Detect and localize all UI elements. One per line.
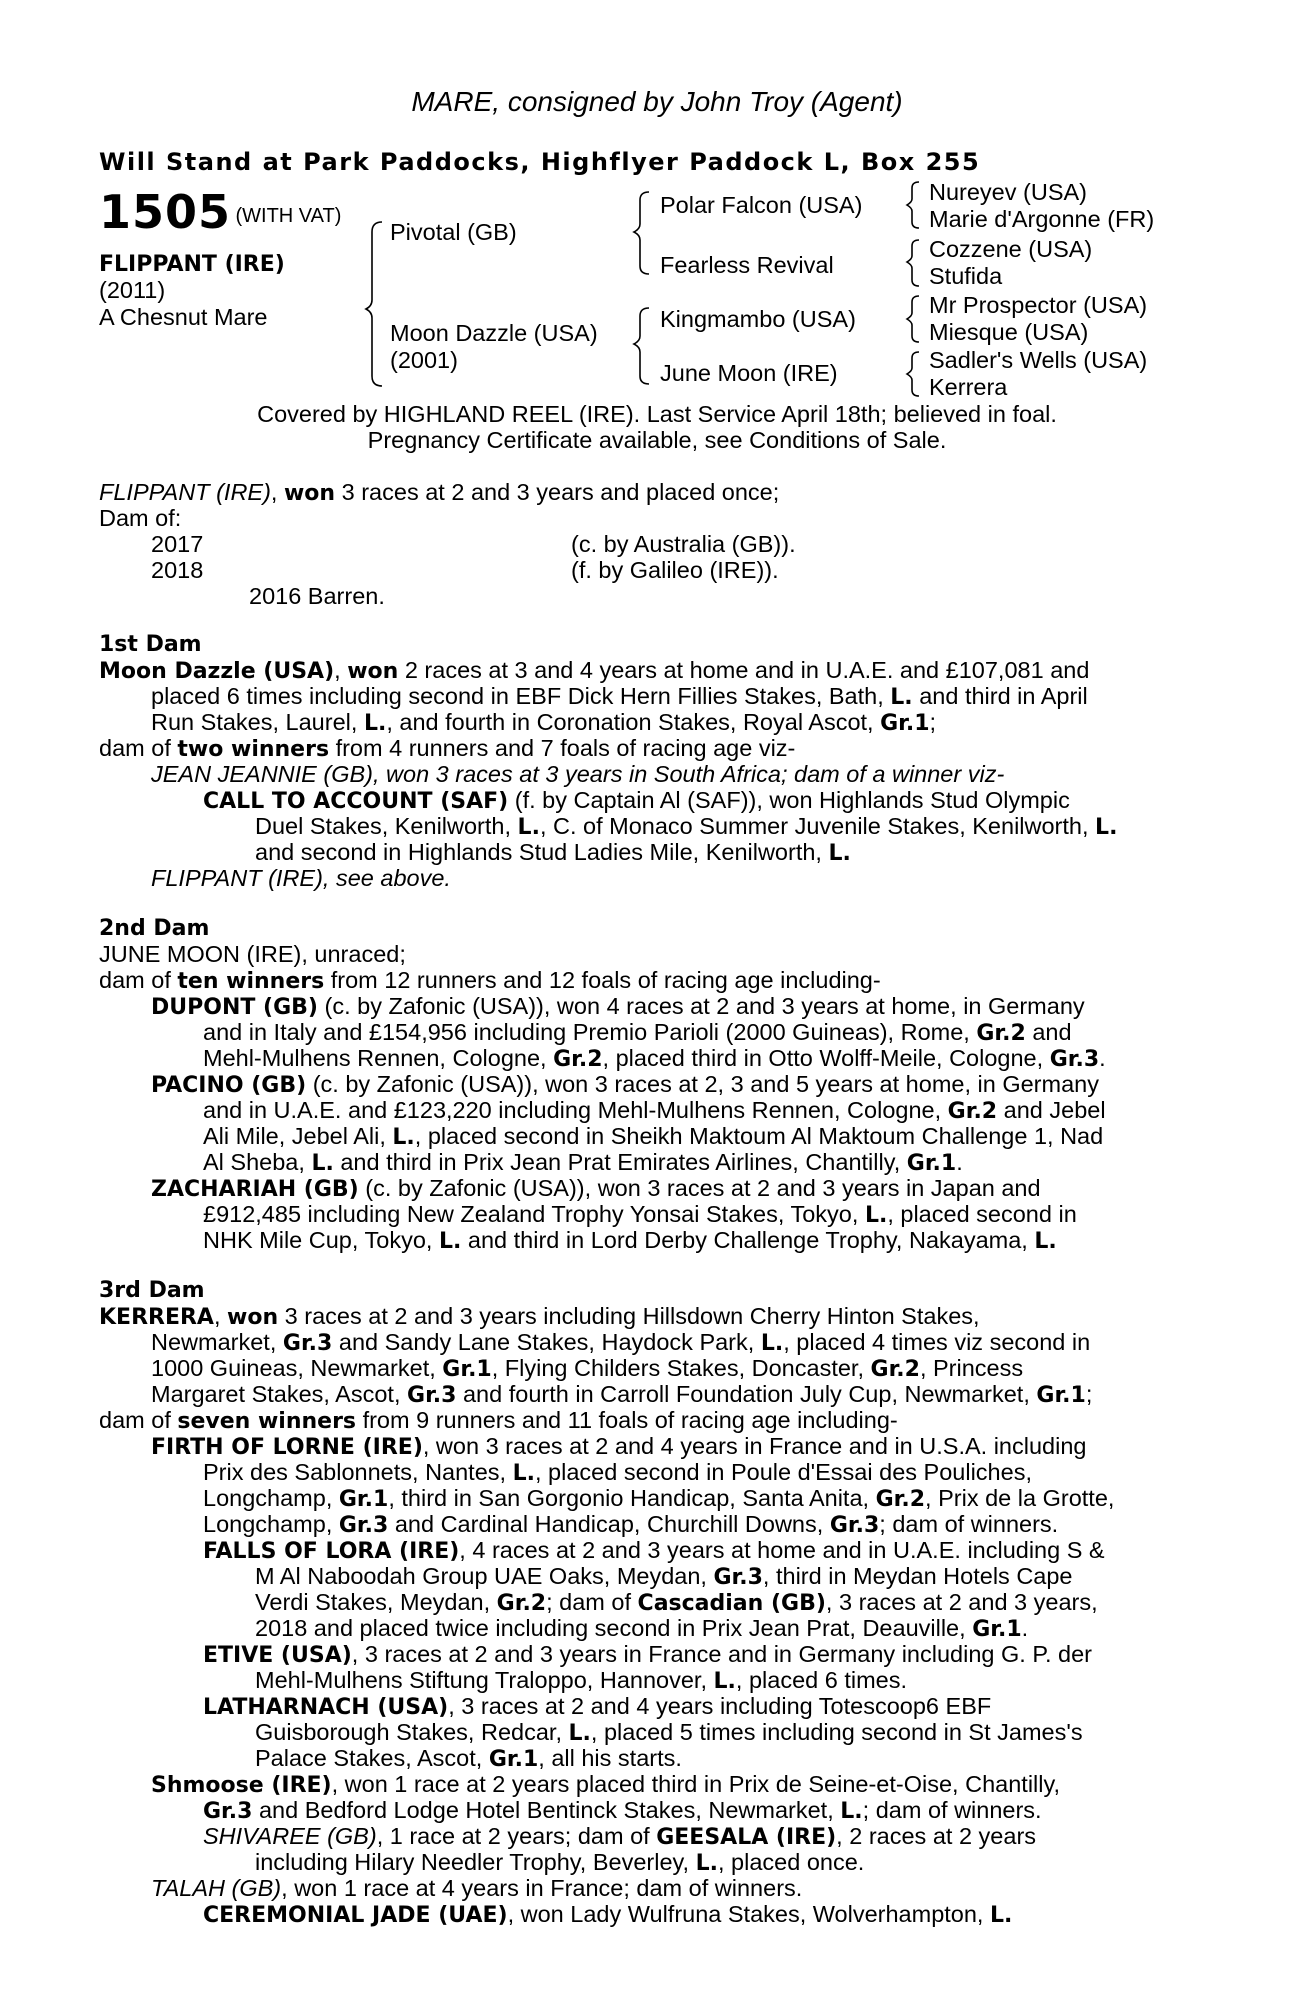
text-segment: Mehl-Mulhens Stiftung Traloppo, Hannover, [255,1667,707,1693]
page-title: MARE, consigned by John Troy (Agent) [411,86,903,117]
first-dam-line-3 [151,710,936,737]
winners-count: two winners [177,737,330,762]
dupont-line-1 [151,994,1085,1021]
stable-location: Will Stand at Park Paddocks, Highflyer Paddock L, Box 255 [99,148,981,176]
produce-intro: FLIPPANT (IRE), won 3 races at 2 and 3 years and placed once; [99,479,780,506]
listed-marker: L. [695,1851,718,1876]
zachariah-line-3 [203,1228,1057,1255]
text-segment: , placed second in [887,1201,1077,1227]
text-segment: Duel Stakes, Kenilworth, [255,813,512,839]
horse-name-italic: SHIVAREE (GB) [203,1823,377,1849]
text-segment: and Cardinal Handicap, Churchill Downs, [394,1511,824,1537]
vat-note: (WITH VAT) [235,205,342,227]
text-segment: Longchamp, [203,1485,333,1511]
covered-line-1: Covered by HIGHLAND REEL (IRE). Last Service April 18th; believed in foal. [257,401,1057,427]
pedigree-dam: Moon Dazzle (USA) [390,320,598,346]
text-segment: and Bedford Lodge Hotel Bentinck Stakes, Newmarket, [258,1797,834,1823]
listed-marker: L. [392,1125,415,1150]
listed-marker: L. [517,815,540,840]
group-marker: Gr.1 [442,1357,492,1382]
text-segment: ; dam of [546,1589,632,1615]
horse-name-bold: CALL TO ACCOUNT (SAF) [203,789,509,814]
second-dam-line-2 [99,968,881,995]
listed-marker: L. [890,685,913,710]
latharnach-line-2 [255,1720,1083,1747]
falls-line-4 [255,1616,1028,1643]
text-segment: and second in Highlands Stud Ladies Mile, Kenilworth, [255,839,822,865]
produce-detail-2018: (f. by Galileo (IRE)). [571,557,779,583]
text-segment: and Sandy Lane Stakes, Haydock Park, [338,1329,755,1355]
listed-marker: L. [512,1461,535,1486]
listed-marker: L. [311,1151,334,1176]
text-segment: , Princess [919,1355,1024,1381]
text-segment: M Al Naboodah Group UAE Oaks, Meydan, [255,1563,707,1589]
text-segment: dam of [99,735,171,761]
produce-name: FLIPPANT (IRE) [99,479,271,505]
text-segment: , placed third in Otto Wolff-Meile, Cologne, [602,1045,1044,1071]
horse-name-bold: CEREMONIAL JADE (UAE) [203,1903,508,1928]
listed-marker: L. [713,1669,736,1694]
listed-marker: L. [828,841,851,866]
second-dam-heading: 2nd Dam [99,916,210,941]
falls-line-3 [255,1590,1098,1617]
falls-line-1 [203,1538,1105,1565]
listed-marker: L. [363,711,387,736]
kerrera-line-2 [151,1330,1090,1357]
dam-of-label: Dam of: [99,505,182,531]
text-segment: (f. by Captain Al (SAF)), won Highlands Stud Olympic [514,787,1070,813]
text-segment: from 12 runners and 12 foals of racing age including- [330,967,881,993]
group-marker: Gr.1 [488,1747,539,1772]
text-segment: . [956,1149,963,1175]
group-marker: Gr.2 [496,1591,547,1616]
winners-count: seven winners [177,1409,357,1434]
latharnach-line-3 [255,1746,682,1773]
text-segment: ; [929,709,937,735]
text-segment: Newmarket, [151,1329,277,1355]
pedigree-sire-sire: Polar Falcon (USA) [660,192,863,218]
pedigree-sire-dam: Fearless Revival [660,252,834,278]
text-segment: and Jebel [1003,1097,1106,1123]
listed-marker: L. [438,1229,462,1254]
pedigree-dd-dam: Kerrera [929,374,1008,400]
text-segment: , and fourth in Coronation Stakes, Royal Ascot, [386,709,874,735]
group-marker: Gr.3 [282,1331,333,1356]
pedigree-dam-year: (2001) [390,347,458,373]
first-dam-line-5: JEAN JEANNIE (GB), won 3 races at 3 years in South Africa; dam of a winner viz- [151,761,1005,787]
ceremonial-jade-line [203,1902,1012,1929]
kerrera-line-5 [99,1408,898,1435]
horse-year: (2011) [99,277,166,303]
group-marker: Gr.2 [870,1357,920,1382]
shmoose-line-2 [203,1798,1042,1825]
text-segment: Mehl-Mulhens Rennen, Cologne, [203,1045,547,1071]
produce-won: won [283,481,336,506]
pacino-line-4 [203,1150,963,1177]
listed-marker: L. [840,1799,863,1824]
pedigree-sd-sire: Cozzene (USA) [929,236,1093,262]
first-dam-line-6 [203,788,1070,815]
second-dam-line-1: JUNE MOON (IRE), unraced; [99,941,406,967]
pacino-line-2 [203,1098,1106,1125]
group-marker: Gr.1 [880,711,930,736]
group-marker: Gr.1 [338,1487,389,1512]
third-dam-heading: 3rd Dam [99,1278,205,1303]
etive-line-2 [255,1668,907,1695]
pedigree-ss-dam: Marie d'Argonne (FR) [929,206,1155,232]
text-segment: placed 6 times including second in EBF Dick Hern Fillies Stakes, Bath, [151,683,884,709]
firth-line-2 [203,1460,1032,1487]
group-marker: Gr.2 [553,1047,603,1072]
shmoose-line-1 [151,1772,1060,1799]
text-segment: , won 3 races at 2 and 4 years in France and in U.S.A. including [422,1433,1087,1459]
text-segment: , Flying Childers Stakes, Doncaster, [491,1355,864,1381]
group-marker: Gr.2 [875,1487,926,1512]
text-segment: 3 races at 2 and 3 years including Hillsdown Cherry Hinton Stakes, [284,1303,980,1329]
text-segment: Margaret Stakes, Ascot, [151,1381,401,1407]
won-label: won [227,1305,279,1330]
text-segment: Palace Stakes, Ascot, [255,1745,483,1771]
horse-name: FLIPPANT (IRE) [99,252,285,277]
text-segment: Verdi Stakes, Meydan, [255,1589,491,1615]
first-dam-line-2 [151,684,1088,711]
text-segment: , 3 races at 2 and 3 years in France and in Germany including G. P. der [351,1641,1092,1667]
text-segment: £912,485 including New Zealand Trophy Yonsai Stakes, Tokyo, [203,1201,859,1227]
text-segment: , C. of Monaco Summer Juvenile Stakes, Kenilworth, [539,813,1089,839]
text-segment: , placed once. [718,1849,865,1875]
pedigree-ds-dam: Miesque (USA) [929,319,1089,345]
horse-name-bold: FALLS OF LORA (IRE) [203,1539,460,1564]
horse-name-bold: ETIVE (USA) [203,1643,352,1668]
horse-name-bold: DUPONT (GB) [151,995,318,1020]
shivaree-line-1 [203,1824,1036,1851]
first-dam-line-4 [99,736,795,763]
text-segment: and third in April [919,683,1088,709]
text-segment: , placed 5 times including second in St James's [590,1719,1083,1745]
winners-count: ten winners [177,969,325,994]
text-segment: , won 1 race at 4 years in France; dam of winners. [281,1875,803,1901]
horse-name-bold: FIRTH OF LORNE (IRE) [151,1435,423,1460]
text-segment: (c. by Zafonic (USA)), won 4 races at 2 and 3 years at home, in Germany [324,993,1085,1019]
zachariah-line-2 [203,1202,1077,1229]
listed-marker: L. [1034,1229,1057,1254]
horse-name-bold: Cascadian (GB) [637,1591,826,1616]
text-segment: and in Italy and £154,956 including Premio Parioli (2000 Guineas), Rome, [203,1019,970,1045]
pacino-line-1 [151,1072,1099,1099]
group-marker: Gr.3 [1049,1047,1100,1072]
text-segment: , Prix de la Grotte, [925,1485,1115,1511]
text-segment: , placed second in Sheikh Maktoum Al Maktoum Challenge 1, Nad [414,1123,1104,1149]
horse-name-bold: GEESALA (IRE) [656,1825,837,1850]
first-dam-name: Moon Dazzle (USA) [99,659,335,684]
firth-line-1 [151,1434,1086,1461]
text-segment: , third in Meydan Hotels Cape [762,1563,1073,1589]
produce-record: 3 races at 2 and 3 years and placed once; [341,479,780,505]
dupont-line-3 [203,1046,1106,1073]
text-segment: including Hilary Needler Trophy, Beverley, [255,1849,690,1875]
listed-marker: L. [864,1203,888,1228]
text-segment: Guisborough Stakes, Redcar, [255,1719,562,1745]
first-dam-heading: 1st Dam [99,632,202,657]
text-segment: , placed second in Poule d'Essai des Pouliches, [534,1459,1032,1485]
pedigree-sire: Pivotal (GB) [390,219,517,245]
text-segment: and third in Prix Jean Prat Emirates Airlines, Chantilly, [340,1149,901,1175]
etive-line-1 [203,1642,1092,1669]
group-marker: Gr.1 [906,1151,957,1176]
pacino-line-3 [203,1124,1103,1151]
group-marker: Gr.3 [203,1799,253,1824]
pedigree-dam-dam: June Moon (IRE) [660,360,838,386]
lot-number: 1505 [99,185,232,239]
latharnach-line-1 [203,1694,991,1721]
first-dam-won: won [347,659,399,684]
group-marker: Gr.3 [338,1513,389,1538]
text-segment: 1000 Guineas, Newmarket, [151,1355,436,1381]
group-marker: Gr.2 [947,1099,998,1124]
text-segment: , all his starts. [538,1745,682,1771]
listed-marker: L. [1095,815,1118,840]
produce-year-2018: 2018 [151,557,204,583]
text-segment: from 4 runners and 7 foals of racing age viz- [335,735,796,761]
text-segment: and in U.A.E. and £123,220 including Mehl-Mulhens Rennen, Cologne, [203,1097,942,1123]
kerrera-line-4 [151,1382,1092,1409]
listed-marker: L. [990,1903,1013,1928]
pedigree-sd-dam: Stufida [929,263,1003,289]
first-dam-line-7 [255,814,1117,841]
text-segment: , 3 races at 2 and 4 years including Totescoop6 EBF [448,1693,992,1719]
first-dam-line-9: FLIPPANT (IRE), see above. [151,865,451,891]
text-segment: , 4 races at 2 and 3 years at home and in U.A.E. including S & [459,1537,1105,1563]
text-segment: , third in San Gorgonio Handicap, Santa Anita, [388,1485,870,1511]
text-segment: , 2 races at 2 years [836,1823,1037,1849]
horse-name-bold: PACINO (GB) [151,1073,307,1098]
falls-line-2 [255,1564,1073,1591]
text-segment: . [1021,1615,1029,1641]
pedigree-ss-sire: Nureyev (USA) [929,179,1088,205]
text-segment: Al Sheba, [203,1149,305,1175]
text-segment: , [213,1303,228,1329]
text-segment: dam of [99,967,171,993]
pedigree-dd-sire: Sadler's Wells (USA) [929,347,1148,373]
talah-line [151,1876,802,1902]
kerrera-line-1 [99,1304,980,1331]
first-dam-line-1: Moon Dazzle (USA), won 2 races at 3 and 4 years at home and in U.A.E. and £107,081 and [99,657,1090,684]
zachariah-line-1 [151,1176,1041,1203]
horse-name-italic: TALAH (GB) [151,1875,282,1901]
horse-description: A Chesnut Mare [99,304,268,330]
first-dam-line-8 [255,840,851,867]
first-dam-record: 2 races at 3 and 4 years at home and in U.A.E. and £107,081 and [404,657,1090,683]
pedigree-dam-sire: Kingmambo (USA) [660,306,856,332]
text-segment: , placed 4 times viz second in [783,1329,1091,1355]
text-segment: and [1032,1019,1072,1045]
listed-marker: L. [568,1721,591,1746]
text-segment: 2018 and placed twice including second in Prix Jean Prat, Deauville, [255,1615,966,1641]
group-marker: Gr.2 [976,1021,1026,1046]
listed-marker: L. [760,1331,784,1356]
horse-name-bold: ZACHARIAH (GB) [151,1177,359,1202]
firth-line-4 [203,1512,1058,1539]
text-segment: , placed 6 times. [735,1667,908,1693]
text-segment: Longchamp, [203,1511,333,1537]
horse-name-bold: Shmoose (IRE) [151,1773,332,1798]
text-segment: ; dam of winners. [879,1511,1059,1537]
text-segment: (c. by Zafonic (USA)), won 3 races at 2 and 3 years in Japan and [365,1175,1041,1201]
produce-detail-2017: (c. by Australia (GB)). [571,531,796,557]
horse-name-bold: LATHARNACH (USA) [203,1695,449,1720]
text-segment: , won Lady Wulfruna Stakes, Wolverhampton, [507,1901,984,1927]
group-marker: Gr.3 [713,1565,763,1590]
produce-barren: 2016 Barren. [249,583,385,609]
text-segment: Run Stakes, Laurel, [151,709,358,735]
group-marker: Gr.3 [407,1383,457,1408]
covered-line-2: Pregnancy Certificate available, see Conditions of Sale. [367,427,947,453]
text-segment: dam of [99,1407,171,1433]
text-segment: (c. by Zafonic (USA)), won 3 races at 2, 3 and 5 years at home, in Germany [312,1071,1099,1097]
horse-name-bold: KERRERA [99,1305,214,1330]
firth-line-3 [203,1486,1114,1513]
text-segment: NHK Mile Cup, Tokyo, [203,1227,433,1253]
text-segment: Prix des Sablonnets, Nantes, [203,1459,507,1485]
group-marker: Gr.3 [829,1513,880,1538]
produce-year-2017: 2017 [151,531,204,557]
pedigree-ds-sire: Mr Prospector (USA) [929,292,1148,318]
text-segment: and third in Lord Derby Challenge Trophy, Nakayama, [467,1227,1028,1253]
text-segment: , 1 race at 2 years; dam of [376,1823,650,1849]
kerrera-line-3 [151,1356,1023,1383]
text-segment: , 3 races at 2 and 3 years, [825,1589,1098,1615]
text-segment: . [1099,1045,1106,1071]
text-segment: ; dam of winners. [862,1797,1042,1823]
dupont-line-2 [203,1020,1072,1047]
text-segment: ; [1085,1381,1093,1407]
pedigree-brackets [0,0,1314,400]
text-segment: Ali Mile, Jebel Ali, [203,1123,386,1149]
text-segment: and fourth in Carroll Foundation July Cup, Newmarket, [462,1381,1030,1407]
group-marker: Gr.1 [1036,1383,1086,1408]
shivaree-line-2 [255,1850,864,1877]
group-marker: Gr.1 [972,1617,1022,1642]
text-segment: from 9 runners and 11 foals of racing age including- [362,1407,898,1433]
text-segment: , won 1 race at 2 years placed third in Prix de Seine-et-Oise, Chantilly, [331,1771,1061,1797]
